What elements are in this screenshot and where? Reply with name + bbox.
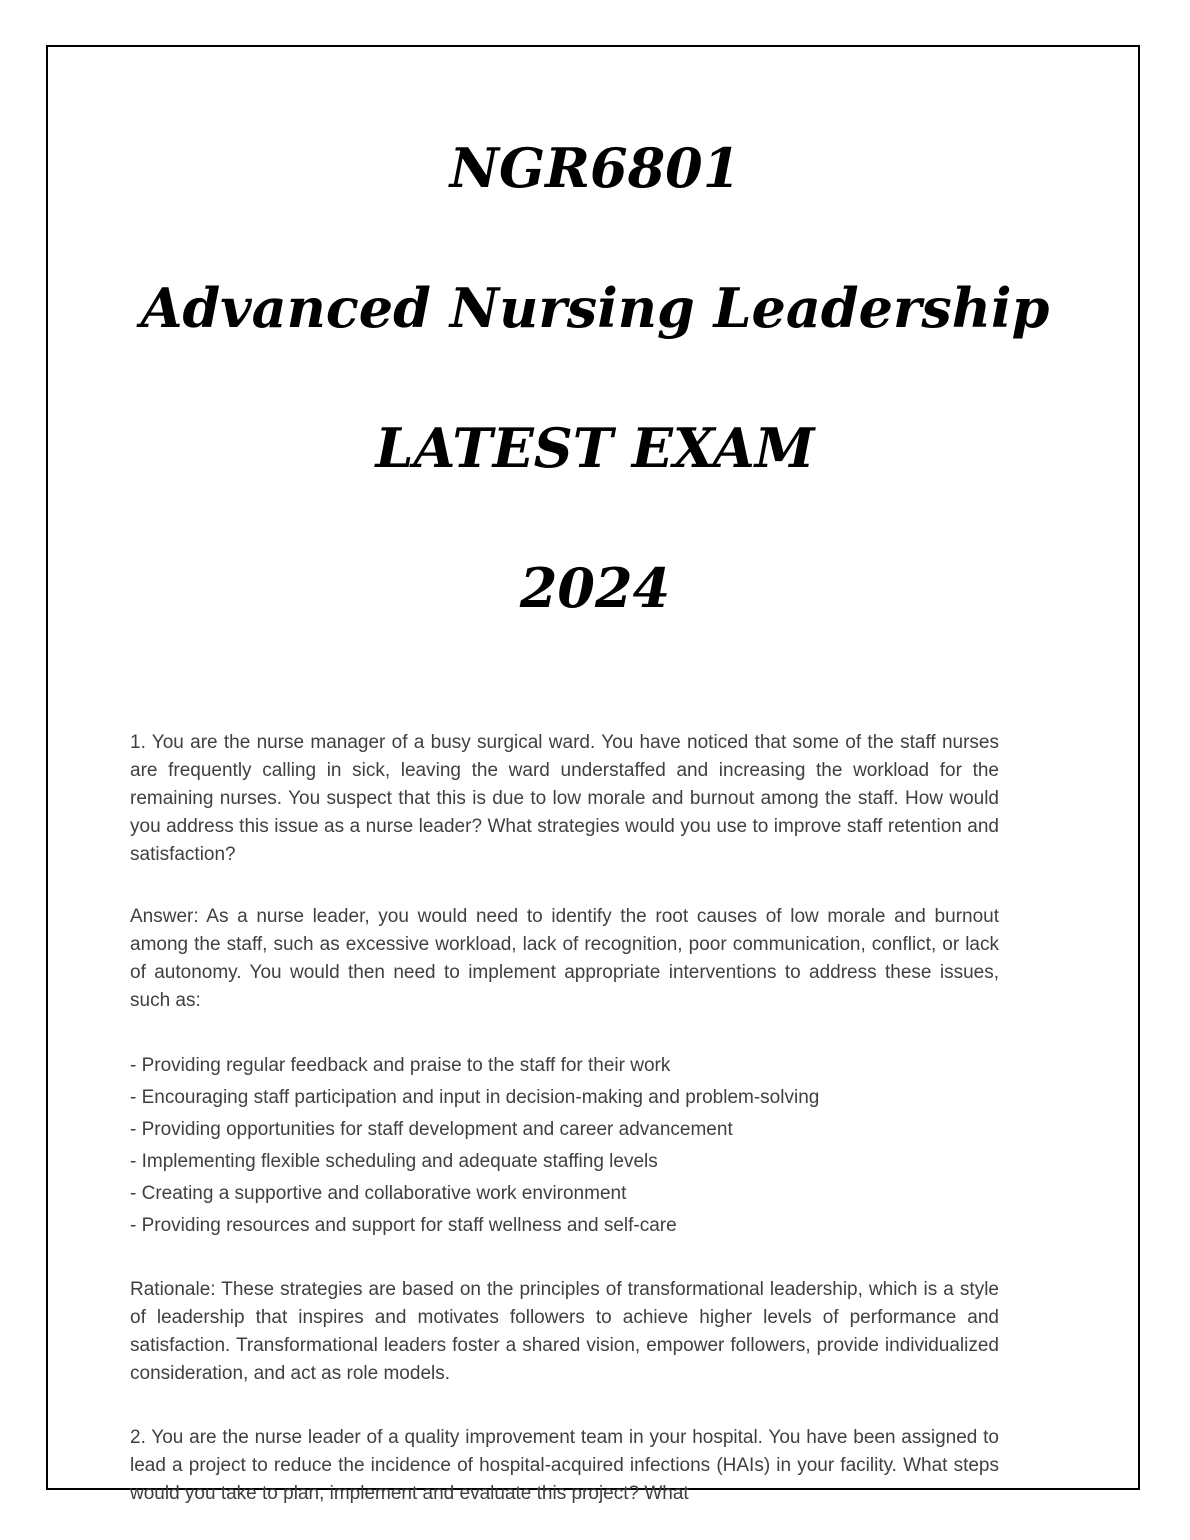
question-2-text: 2. You are the nurse leader of a quality improvement team in your hospital. You have been assigned to lead a project to reduce the incidence of hospital-acquired infections (HAIs) in your facility. What steps would you take to plan, implement and evaluate this project? What [130,1427,999,1504]
answer-1-text: Answer: As a nurse leader, you would need to identify the root causes of low morale and burnout among the staff, such as excessive workload, lack of recognition, poor communication, conflict, or lack of autonomy. You would then need to implement appropriate interventions to address these issues, such as: [130,906,999,1011]
exam-year-title: 2024 [519,556,671,620]
strategy-item: - Implementing flexible scheduling and adequate staffing levels [130,1151,658,1172]
strategy-list [130,1052,999,1244]
strategy-item: - Encouraging staff participation and input in decision-making and problem-solving [130,1087,820,1108]
strategy-item: - Providing regular feedback and praise to the staff for their work [130,1055,671,1076]
strategy-item: - Providing opportunities for staff development and career advancement [130,1119,733,1140]
exam-label-title: LATEST EXAM [375,416,815,480]
strategy-item: - Providing resources and support for staff wellness and self-care [130,1215,677,1236]
course-code-title: NGR6801 [449,136,741,200]
strategy-item: - Creating a supportive and collaborative work environment [130,1183,627,1204]
course-name-title: Advanced Nursing Leadership [140,276,1050,340]
question-1-text: 1. You are the nurse manager of a busy surgical ward. You have noticed that some of the staff nurses are frequently calling in sick, leaving the ward understaffed and increasing the workload for the remaining nurses. You suspect that this is due to low morale and burnout among the staff. How would you address this issue as a nurse leader? What strategies would you use to improve staff retention and satisfaction? [130,732,999,865]
rationale-1-text: Rationale: These strategies are based on the principles of transformational leadership, which is a style of leadership that inspires and motivates followers to achieve higher levels of performance and satisfaction. Transformational leaders foster a shared vision, empower followers, provide individualized consideration, and act as role models. [130,1279,999,1384]
